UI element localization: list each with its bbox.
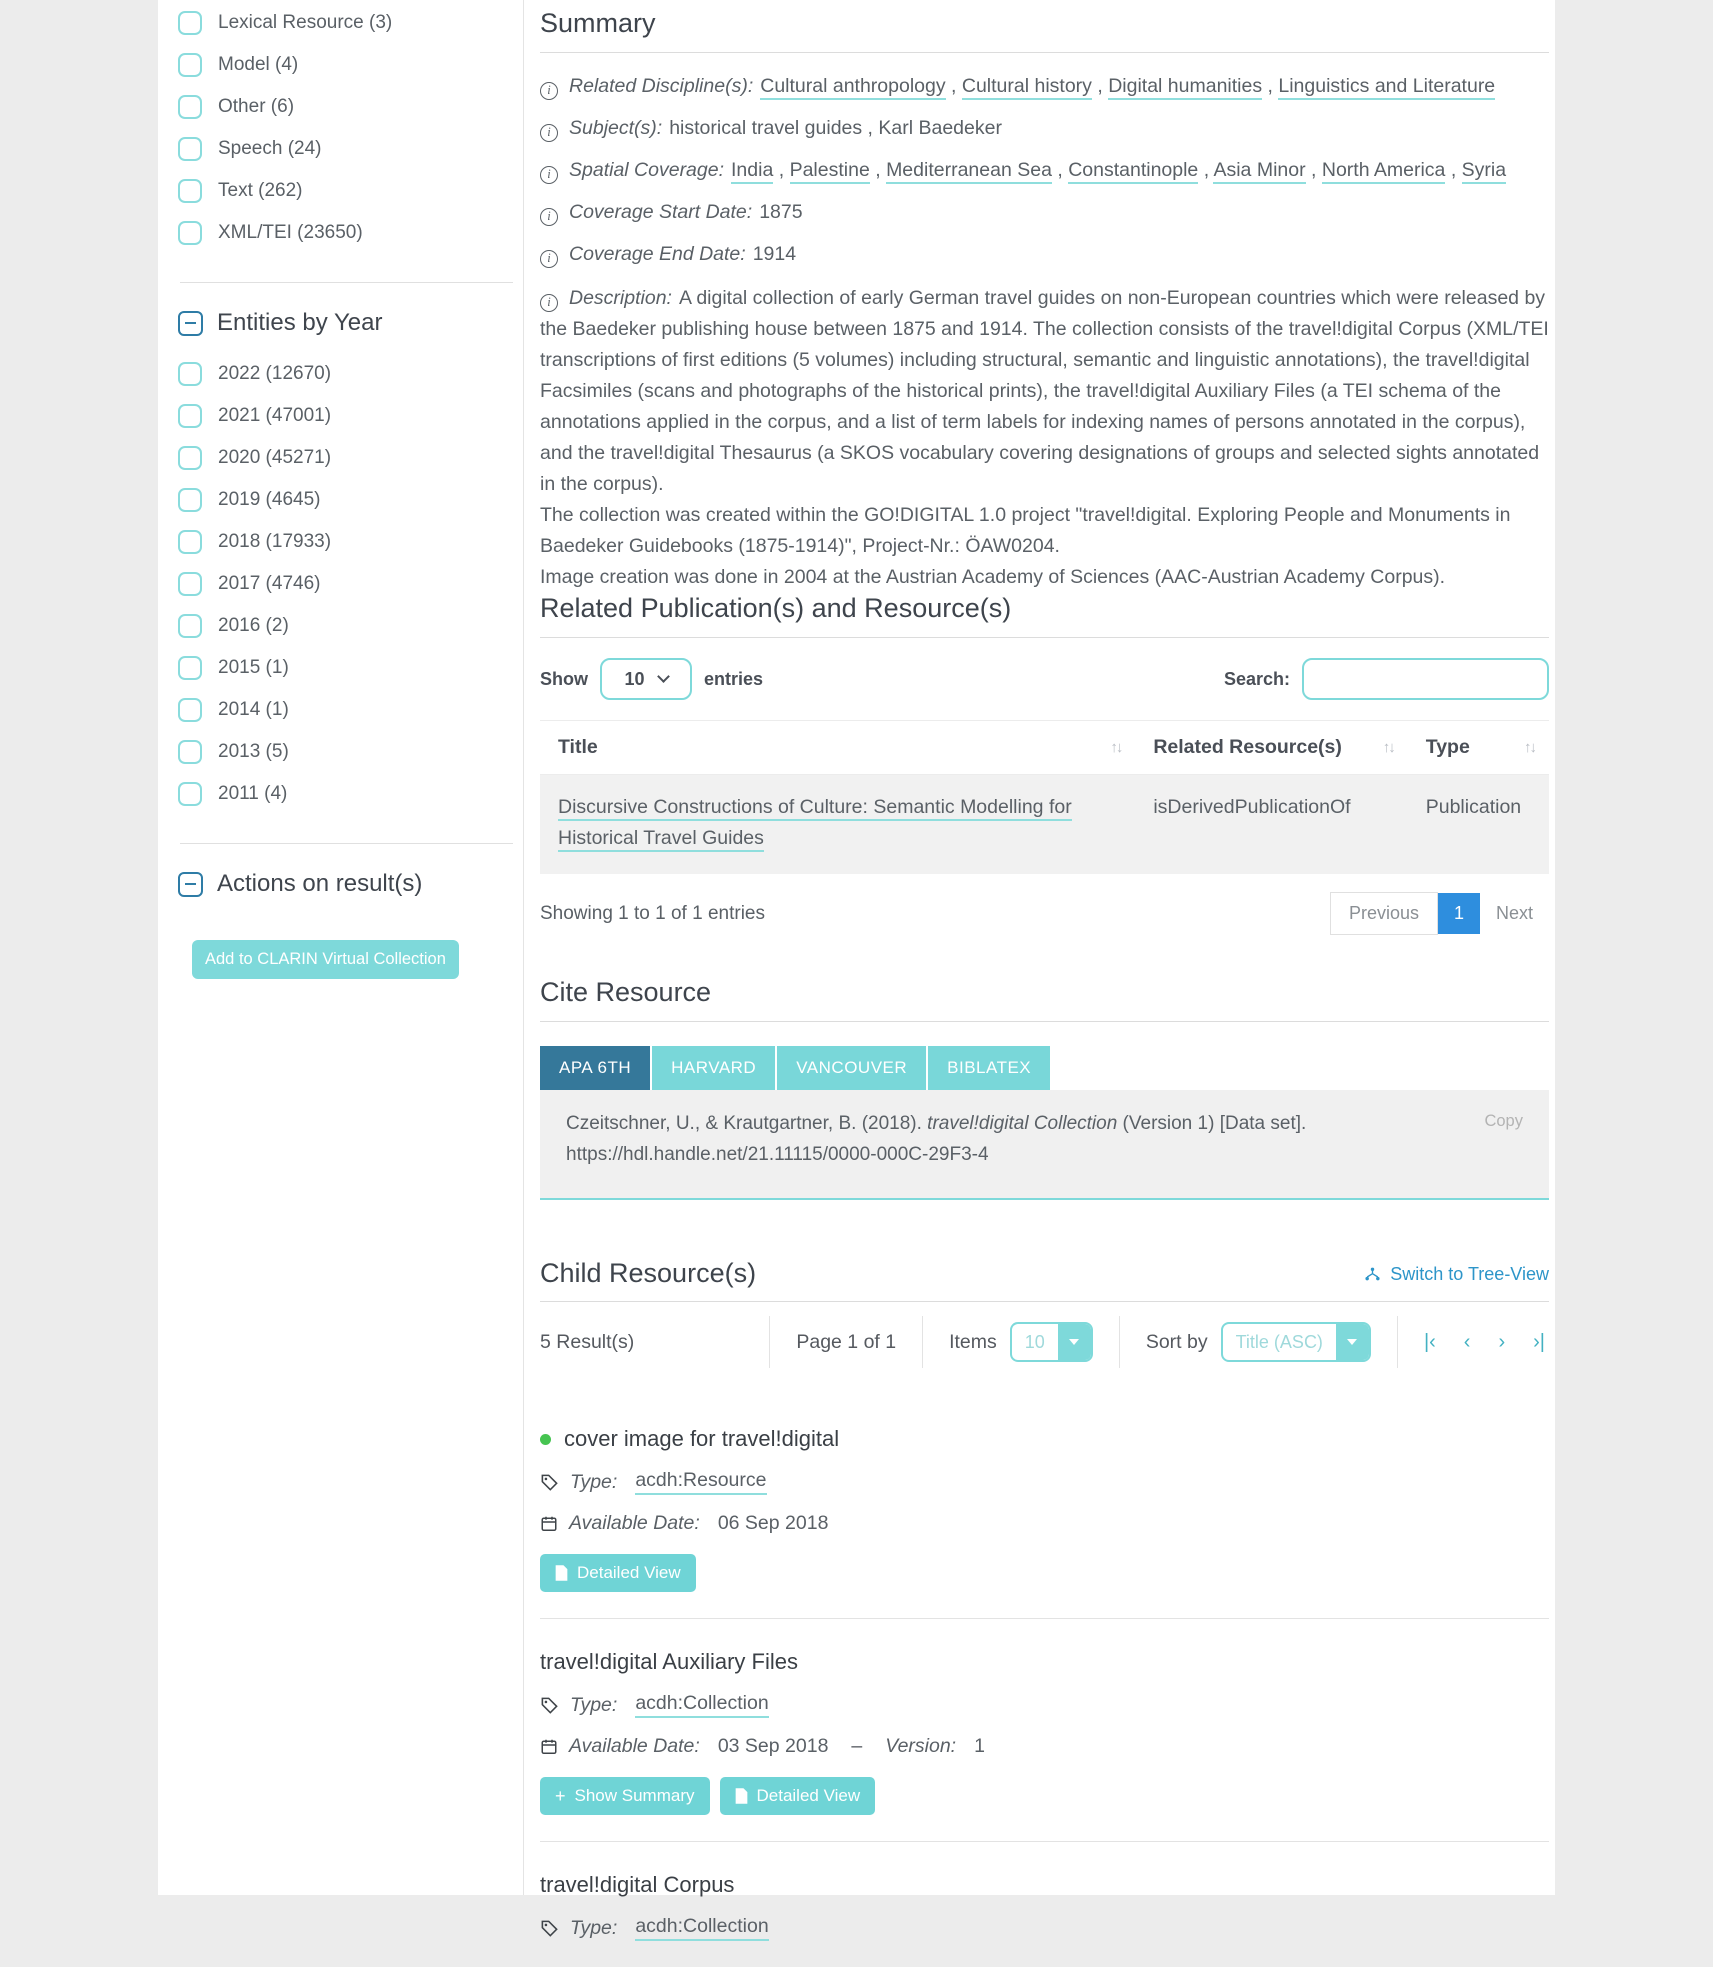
type-link[interactable]: acdh:Resource bbox=[635, 1469, 766, 1495]
type-label: Type: bbox=[570, 1693, 618, 1716]
separator: , bbox=[869, 159, 887, 181]
field-label: Related Discipline(s): bbox=[569, 75, 754, 97]
collapse-minus-icon[interactable] bbox=[178, 311, 203, 336]
field-label: Coverage Start Date: bbox=[569, 201, 753, 223]
section-rule bbox=[540, 1021, 1549, 1022]
citation-text: (Version 1) [Data set]. bbox=[1117, 1113, 1307, 1134]
next-page-button[interactable]: Next bbox=[1495, 903, 1533, 923]
sidebar-divider bbox=[180, 843, 513, 844]
document-icon bbox=[555, 1565, 568, 1581]
page-size-value: 10 bbox=[624, 668, 645, 689]
facet-label[interactable]: Model (4) bbox=[218, 54, 299, 75]
child-resource-title: travel!digital Corpus bbox=[540, 1872, 735, 1897]
tab-biblatex[interactable]: BIBLATEX bbox=[928, 1046, 1050, 1090]
info-icon: i bbox=[540, 124, 558, 142]
checkbox-icon[interactable] bbox=[178, 362, 202, 386]
items-label: Items bbox=[949, 1330, 997, 1353]
info-icon: i bbox=[540, 250, 558, 268]
sort-by-label: Sort by bbox=[1145, 1330, 1208, 1353]
entries-label: entries bbox=[704, 668, 764, 689]
description-paragraph: Image creation was done in 2004 at the Austrian Academy of Sciences (AAC-Austrian Academy Corpus). bbox=[540, 566, 1446, 588]
description-paragraph: The collection was created within the GO!DIGITAL 1.0 project "travel!digital. Exploring People and Monuments in Baedeker Guidebooks (1875-1914)", Project-Nr.: ÖAW0204. bbox=[540, 504, 1511, 557]
available-date-value: 06 Sep 2018 bbox=[717, 1512, 829, 1534]
spatial-link[interactable]: Constantinople bbox=[1068, 159, 1198, 184]
version-value: 1 bbox=[974, 1735, 985, 1757]
calendar-icon bbox=[540, 1737, 558, 1756]
checkbox-icon[interactable] bbox=[178, 656, 202, 680]
available-date-label: Available Date: bbox=[569, 1512, 700, 1534]
separator: , bbox=[1445, 159, 1462, 181]
separator: , bbox=[1091, 75, 1109, 97]
year-facet-2011[interactable] bbox=[178, 781, 523, 807]
section-rule bbox=[540, 637, 1549, 638]
show-entries-select[interactable] bbox=[600, 658, 692, 700]
checkbox-icon[interactable] bbox=[178, 446, 202, 470]
separator: , bbox=[773, 159, 790, 181]
checkbox-icon[interactable] bbox=[178, 404, 202, 428]
page-number-button[interactable]: 1 bbox=[1438, 893, 1480, 934]
field-label: Coverage End Date: bbox=[569, 243, 746, 265]
description-paragraph: A digital collection of early German travel guides on non-European countries which were released by the Baedeker publishing house between 1875 and 1914. The collection consists of the travel!digital Corpus (XML/TEI transcriptions of first editions (5 volumes) including structural, semantic and linguistic annotations), the travel!digital Facsimiles (scans and photographs of the historical prints), the travel!digital Auxiliary Files (a TEI schema of the annotations applied in the corpus, and a list of term labels for indexing names of persons annotated in the corpus), and the travel!digital Thesaurus (a SKOS vocabulary covering designations of groups and selected sights annotated in the corpus). bbox=[540, 287, 1549, 495]
facet-text[interactable] bbox=[178, 178, 523, 204]
chevron-down-icon bbox=[1336, 1324, 1369, 1360]
facet-label[interactable]: 2021 (47001) bbox=[218, 405, 332, 426]
facet-speech[interactable] bbox=[178, 136, 523, 162]
facet-model[interactable] bbox=[178, 52, 523, 78]
facet-lexical-resource[interactable] bbox=[178, 10, 523, 36]
search-label: Search: bbox=[1223, 668, 1290, 689]
page-container bbox=[158, 0, 1555, 1939]
year-facet-2017[interactable] bbox=[178, 571, 523, 597]
field-label: Subject(s): bbox=[569, 117, 663, 139]
coverage-start-row bbox=[540, 199, 1549, 226]
separator: , bbox=[1198, 159, 1214, 181]
checkbox-icon[interactable] bbox=[178, 11, 202, 35]
first-page-button[interactable]: |‹ bbox=[1423, 1330, 1436, 1353]
tag-icon bbox=[540, 1696, 559, 1715]
spatial-link[interactable]: Palestine bbox=[790, 159, 870, 184]
tab-apa6th[interactable]: APA 6TH bbox=[540, 1046, 650, 1090]
page-indicator: Page 1 of 1 bbox=[769, 1316, 922, 1368]
separator-dash: – bbox=[851, 1735, 863, 1757]
citation-title-italic: travel!digital Collection bbox=[927, 1113, 1118, 1134]
checkbox-icon[interactable] bbox=[178, 53, 202, 77]
info-icon: i bbox=[540, 82, 558, 100]
child-resource-item bbox=[540, 1396, 1549, 1619]
citation-text: Czeitschner, U., & Krautgartner, B. (2018). bbox=[566, 1113, 928, 1134]
chevron-down-icon bbox=[1058, 1324, 1091, 1360]
previous-page-button[interactable]: ‹ bbox=[1463, 1330, 1471, 1353]
results-count: 5 Result(s) bbox=[540, 1330, 635, 1353]
checkbox-icon[interactable] bbox=[178, 782, 202, 806]
coverage-start-value: 1875 bbox=[759, 201, 803, 223]
citation-panel bbox=[540, 1090, 1549, 1200]
sort-icon: ↑↓ bbox=[1524, 739, 1535, 756]
items-per-page-select[interactable]: 10 bbox=[1010, 1322, 1093, 1362]
discipline-link[interactable]: Cultural anthropology bbox=[760, 75, 945, 100]
tag-icon bbox=[540, 1473, 559, 1492]
spatial-link[interactable]: Mediterranean Sea bbox=[886, 159, 1052, 184]
table-info-text: Showing 1 to 1 of 1 entries bbox=[540, 902, 765, 924]
cite-resource-title: Cite Resource bbox=[540, 977, 712, 1007]
facet-label[interactable]: Lexical Resource (3) bbox=[218, 12, 393, 33]
year-facet-2019[interactable] bbox=[178, 487, 523, 513]
show-label: Show bbox=[540, 668, 588, 689]
sort-select[interactable]: Title (ASC) bbox=[1221, 1322, 1371, 1362]
year-facet-2016[interactable] bbox=[178, 613, 523, 639]
facet-label[interactable]: XML/TEI (23650) bbox=[218, 222, 363, 243]
discipline-link[interactable]: Digital humanities bbox=[1108, 75, 1262, 100]
spatial-link[interactable]: North America bbox=[1322, 159, 1446, 184]
separator: , bbox=[1262, 75, 1279, 97]
year-facet-2014[interactable] bbox=[178, 697, 523, 723]
type-label: Type: bbox=[570, 1916, 618, 1939]
next-page-button[interactable]: › bbox=[1498, 1330, 1506, 1353]
sort-icon: ↑↓ bbox=[1382, 739, 1394, 756]
child-resource-item bbox=[540, 1842, 1549, 1967]
actions-title: Actions on result(s) bbox=[217, 870, 423, 897]
child-resources-title: Child Resource(s) bbox=[540, 1258, 757, 1288]
facet-label[interactable]: 2017 (4746) bbox=[218, 573, 321, 594]
tree-view-icon bbox=[1364, 1267, 1381, 1283]
subjects-row bbox=[540, 115, 1549, 142]
available-date-label: Available Date: bbox=[569, 1735, 700, 1757]
info-icon: i bbox=[540, 208, 558, 226]
sort-icon: ↑↓ bbox=[1110, 739, 1122, 756]
facet-label[interactable]: 2011 (4) bbox=[218, 783, 288, 804]
document-icon bbox=[735, 1788, 748, 1804]
description-block bbox=[540, 283, 1549, 593]
type-cell: Publication bbox=[1408, 775, 1549, 875]
switch-to-tree-view-link[interactable]: Switch to Tree-View bbox=[1364, 1264, 1549, 1289]
facet-label[interactable]: 2020 (45271) bbox=[218, 447, 332, 468]
checkbox-icon[interactable] bbox=[178, 179, 202, 203]
available-date-value: 03 Sep 2018 bbox=[717, 1735, 829, 1757]
facet-label[interactable]: 2018 (17933) bbox=[218, 531, 332, 552]
facet-label[interactable]: Text (262) bbox=[218, 180, 303, 201]
facet-label[interactable]: 2016 (2) bbox=[218, 615, 289, 636]
facet-xml-tei[interactable] bbox=[178, 220, 523, 246]
type-link[interactable]: acdh:Collection bbox=[635, 1915, 768, 1941]
related-publications-title: Related Publication(s) and Resource(s) bbox=[540, 593, 1012, 623]
separator: , bbox=[1305, 159, 1322, 181]
checkbox-icon[interactable] bbox=[178, 95, 202, 119]
facet-label[interactable]: Speech (24) bbox=[218, 138, 322, 159]
add-to-clarin-button[interactable]: Add to CLARIN Virtual Collection bbox=[192, 940, 459, 979]
publication-title-link[interactable]: Discursive Constructions of Culture: Semantic Modelling for Historical Travel Guides bbox=[558, 796, 1072, 852]
table-row bbox=[540, 775, 1549, 875]
type-label: Type: bbox=[570, 1470, 618, 1493]
spatial-coverage-row bbox=[540, 157, 1549, 184]
collapse-minus-icon[interactable] bbox=[178, 872, 203, 897]
facet-label[interactable]: Other (6) bbox=[218, 96, 295, 117]
facet-label[interactable]: 2019 (4645) bbox=[218, 489, 321, 510]
year-facet-2020[interactable] bbox=[178, 445, 523, 471]
field-label: Description: bbox=[569, 287, 672, 309]
checkbox-icon[interactable] bbox=[178, 137, 202, 161]
version-label: Version: bbox=[885, 1735, 957, 1757]
checkbox-icon[interactable] bbox=[178, 614, 202, 638]
year-facet-2013[interactable] bbox=[178, 739, 523, 765]
year-facet-2018[interactable] bbox=[178, 529, 523, 555]
column-header-title[interactable]: Title ↑↓ bbox=[540, 721, 1135, 775]
related-disciplines-row bbox=[540, 73, 1549, 100]
child-resource-title: travel!digital Auxiliary Files bbox=[540, 1649, 798, 1674]
citation-tabs bbox=[540, 1046, 1549, 1090]
summary-title: Summary bbox=[540, 8, 656, 38]
facet-label[interactable]: 2015 (1) bbox=[218, 657, 289, 678]
checkbox-icon[interactable] bbox=[178, 698, 202, 722]
previous-page-button[interactable]: Previous bbox=[1330, 892, 1438, 935]
show-summary-button[interactable]: + Show Summary bbox=[540, 1777, 710, 1815]
sidebar-divider bbox=[180, 282, 513, 283]
tab-vancouver[interactable]: VANCOUVER bbox=[777, 1046, 926, 1090]
checkbox-icon[interactable] bbox=[178, 572, 202, 596]
spatial-link[interactable]: Syria bbox=[1462, 159, 1506, 184]
year-facet-2022[interactable] bbox=[178, 361, 523, 387]
child-resources-toolbar bbox=[540, 1316, 1549, 1368]
separator: , bbox=[1051, 159, 1069, 181]
sidebar bbox=[158, 0, 524, 1895]
main-content bbox=[524, 0, 1555, 1939]
year-facet-2015[interactable] bbox=[178, 655, 523, 681]
checkbox-icon[interactable] bbox=[178, 221, 202, 245]
subjects-value: historical travel guides , Karl Baedeker bbox=[669, 117, 1002, 139]
info-icon: i bbox=[540, 166, 558, 184]
chevron-down-icon bbox=[657, 670, 670, 683]
checkbox-icon[interactable] bbox=[178, 488, 202, 512]
section-rule bbox=[540, 1301, 1549, 1302]
tag-icon bbox=[540, 1919, 559, 1938]
checkbox-icon[interactable] bbox=[178, 530, 202, 554]
detailed-view-button[interactable]: Detailed View bbox=[540, 1554, 696, 1592]
table-pagination bbox=[1330, 892, 1549, 935]
spatial-links bbox=[731, 159, 1506, 184]
info-icon: i bbox=[540, 294, 558, 312]
coverage-end-row bbox=[540, 241, 1549, 268]
spatial-link[interactable]: India bbox=[731, 159, 773, 184]
related-publications-table bbox=[540, 720, 1549, 874]
facet-label[interactable]: 2013 (5) bbox=[218, 741, 289, 762]
detailed-view-button[interactable]: Detailed View bbox=[720, 1777, 876, 1815]
facet-other[interactable] bbox=[178, 94, 523, 120]
type-link[interactable]: acdh:Collection bbox=[635, 1692, 768, 1718]
child-resource-title: cover image for travel!digital bbox=[564, 1426, 840, 1451]
field-label: Spatial Coverage: bbox=[569, 159, 725, 181]
section-rule bbox=[540, 52, 1549, 53]
tab-harvard[interactable]: HARVARD bbox=[652, 1046, 775, 1090]
discipline-link[interactable]: Cultural history bbox=[962, 75, 1092, 100]
green-status-dot-icon bbox=[540, 1434, 551, 1445]
discipline-links bbox=[760, 75, 1495, 100]
checkbox-icon[interactable] bbox=[178, 740, 202, 764]
table-search-input[interactable] bbox=[1302, 658, 1549, 700]
citation-handle-url: https://hdl.handle.net/21.11115/0000-000C-29F3-4 bbox=[566, 1144, 989, 1165]
column-header-type[interactable]: Type ↑↓ bbox=[1408, 721, 1549, 775]
spatial-link[interactable]: Asia Minor bbox=[1213, 159, 1305, 184]
column-header-related-resources[interactable]: Related Resource(s) ↑↓ bbox=[1135, 721, 1407, 775]
last-page-button[interactable]: ›| bbox=[1533, 1330, 1545, 1353]
coverage-end-value: 1914 bbox=[752, 243, 797, 265]
facet-label[interactable]: 2022 (12670) bbox=[218, 363, 332, 384]
separator: , bbox=[945, 75, 962, 97]
related-resource-cell: isDerivedPublicationOf bbox=[1135, 775, 1407, 875]
copy-button[interactable]: Copy bbox=[1484, 1112, 1523, 1130]
plus-icon: + bbox=[555, 1786, 566, 1806]
facet-label[interactable]: 2014 (1) bbox=[218, 699, 289, 720]
entities-by-year-title: Entities by Year bbox=[217, 309, 383, 336]
child-resource-item bbox=[540, 1619, 1549, 1842]
year-facet-2021[interactable] bbox=[178, 403, 523, 429]
discipline-link[interactable]: Linguistics and Literature bbox=[1278, 75, 1495, 100]
calendar-icon bbox=[540, 1514, 558, 1533]
